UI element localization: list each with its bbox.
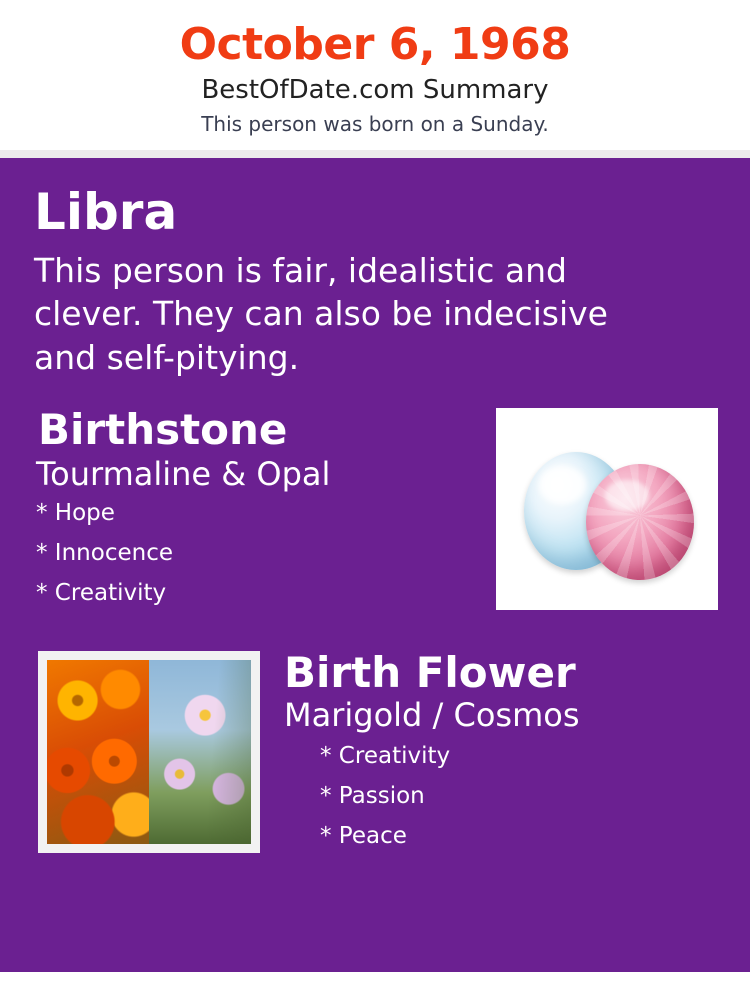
born-day-note: This person was born on a Sunday. (201, 112, 549, 137)
birthflower-trait: * Passion (320, 783, 425, 810)
birthstone-image (496, 408, 718, 610)
cosmos-flower-icon (149, 660, 251, 844)
header-divider (0, 150, 750, 158)
birthstone-trait: * Creativity (36, 580, 167, 607)
birthflower-name: Marigold / Cosmos (284, 696, 580, 735)
birthstone-name: Tourmaline & Opal (36, 455, 331, 494)
birthstone-text (32, 405, 472, 607)
birthflower-text (280, 648, 718, 850)
birthstone-trait: * Hope (36, 500, 115, 527)
page-title-date: October 6, 1968 (179, 19, 571, 70)
birthstone-image-inner (506, 418, 708, 600)
details-panel (0, 158, 750, 972)
birthstone-title: Birthstone (38, 405, 288, 455)
birthflower-trait: * Creativity (320, 743, 451, 770)
birthstone-section (32, 405, 718, 633)
birthflower-image (38, 651, 260, 853)
zodiac-description: This person is fair, idealistic and clever. They can also be indecisive and self-pitying. (34, 250, 608, 378)
birthflower-image-inner (47, 660, 251, 844)
birthflower-title: Birth Flower (284, 648, 576, 698)
marigold-flower-icon (47, 660, 149, 844)
birthflower-section (32, 648, 718, 881)
header (0, 0, 750, 150)
tourmaline-gem-icon (586, 464, 694, 580)
birthflower-trait: * Peace (320, 823, 407, 850)
zodiac-sign-name: Libra (34, 183, 178, 242)
birthstone-trait: * Innocence (36, 540, 173, 567)
site-summary-label: BestOfDate.com Summary (201, 75, 549, 106)
